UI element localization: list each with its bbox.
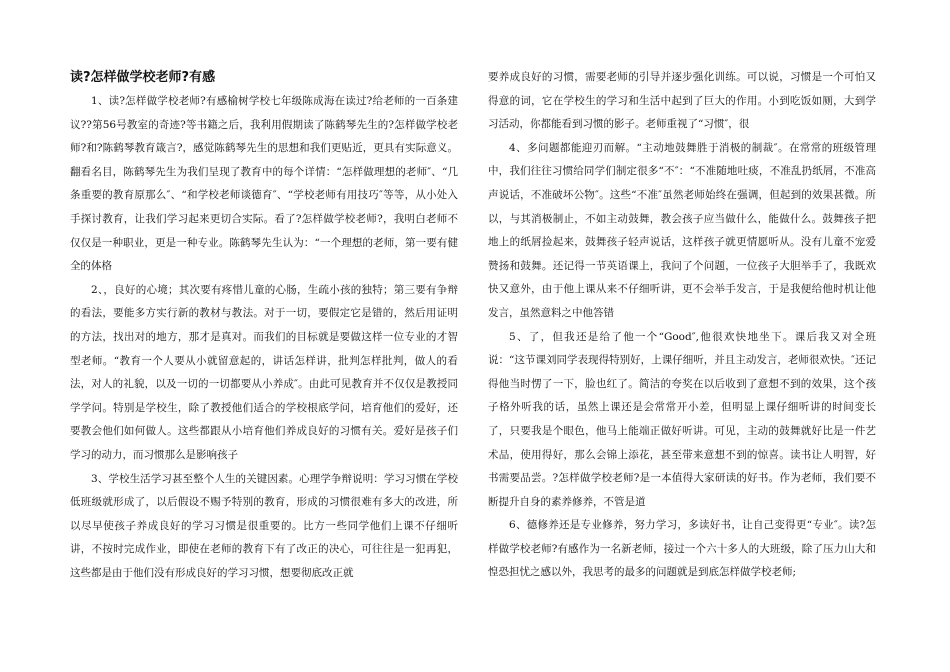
paragraph-3: 3、学校生活学习甚至整个人生的关键因素。心理学争辩说明：学习习惯在学校低班级就形成了，以后假设不赐予特别的教育，形成的习惯很难有多大的改进，所以尽早使孩子养成良好的学习习惯是很重要的。比方一些同学他们上课不仔细听讲，不按时完成作业，即使在老师的教育下有了改正的决心，可往往是一犯再犯，这些都是由于他们没有形成良好的学习习惯，想要彻底改正就 (70, 472, 458, 579)
paragraph-2: 2、，良好的心境；其次要有疼惜儿童的心肠，生疏小孩的独特；第三要有争辩的看法，要能多方实行新的教材与教法。对于一切，要假定它是错的，然后用证明的方法，找出对的地方，那才是真对。而我们的目标就是要做这样一位专业的才智型老师。“教育一个人要从小就留意起的，讲话怎样讲，批判怎样批判，做人的看法，对人的礼貌，以及一切的一切都要从小养成″。由此可见教育并不仅仅是教授同学学问。特别是学校生，除了教授他们适合的学校根底学问，培育他们的爱好，还要教会他们如何做人。这些都跟从小培育他们养成良好的习惯有关。爱好是孩子们学习的动力，而习惯那么是影响孩子 (70, 283, 458, 461)
paragraph-1: 1、读?怎样做学校老师?有感榆树学校七年级陈成海在读过?给老师的一百条建议??第56号教室的奇迹?等书籍之后，我利用假期读了陈鹤琴先生的?怎样做学校老师?和?陈鹤琴教育箴言?，感觉陈鹤琴先生的思想和我们更贴近，更具有实际意义。翻看名目，陈鹤琴先生为我们呈现了教育中的每个详情：“怎样做理想的老师″、“几条重要的教育原那么″、“和学校老师谈德育″、“学校老师有用技巧″等等，从小处入手探讨教育，让我们学习起来更切合实际。看了?怎样做学校老师?，我明白老师不仅仅是一种职业，更是一种专业。陈鹤琴先生认为：“一个理想的老师，第一要有健全的体格 (70, 95, 458, 273)
right-column (488, 66, 876, 585)
left-column (70, 66, 458, 585)
paragraph-5: 5、了，但我还是给了他一个“Good″,他很欢快地坐下。课后我又对全班说：“这节课刘同学表现得特别好，上课仔细听，并且主动发言，老师很欢快。″还记得他当时愣了一下，脸也红了。简洁的夸奖在以后收到了意想不到的效果，这个孩子格外听我的话，虽然上课还是会常常开小差，但明显上课仔细听讲的时间变长了，只要我是个眼色，他马上能端正做好听讲。可见，主动的鼓舞就好比是一件艺术品，使用得好，那么会锦上添花，甚至带来意想不到的惊喜。读书让人明智，好书需要品尝。?怎样做学校老师?是一本值得大家研读的好书。作为老师，我们要不断提升自身的素养修养，不管是道 (488, 330, 876, 508)
paragraph-4: 4、多问题都能迎刃而解。“主动地鼓舞胜于消极的制裁″。在常常的班级管理中，我们往往习惯给同学们制定很多“不″：“不准随地吐痰，不准乱扔纸屑，不准高声说话，不准破坏公物″。这些“不准″虽然老师始终在强调，但起到的效果甚微。所以，与其消极制止，不如主动鼓舞，教会孩子应当做什么，能做什么。鼓舞孩子把地上的纸屑捡起来，鼓舞孩子轻声说话，这样孩子就更情愿听从。没有儿童不宠爱赞扬和鼓舞。还记得一节英语课上，我问了个问题，一位孩子大胆举手了，我既欢快又意外，由于他上课从来不仔细听讲，更不会举手发言，于是我便给他时机让他发言，虽然意料之中他答错 (488, 141, 876, 319)
paragraph-6: 6、德修养还是专业修养，努力学习，多读好书，让自己变得更“专业″。读?怎样做学校老师?有感作为一名新老师，接过一个六十多人的大班级，除了压力山大和惶恐担忧之感以外，我思考的最多的问题就是到底怎样做学校老师; (488, 519, 876, 579)
document-title: 读?怎样做学校老师?有感 (70, 70, 216, 85)
paragraph-3-continued: 要养成良好的习惯，需要老师的引导并逐步强化训练。可以说，习惯是一个可怕又得意的词，它在学校生的学习和生活中起到了巨大的作用。小到吃饭如厕，大到学习活动，你都能看到习惯的影子。老师重视了“习惯″，很 (488, 71, 876, 131)
